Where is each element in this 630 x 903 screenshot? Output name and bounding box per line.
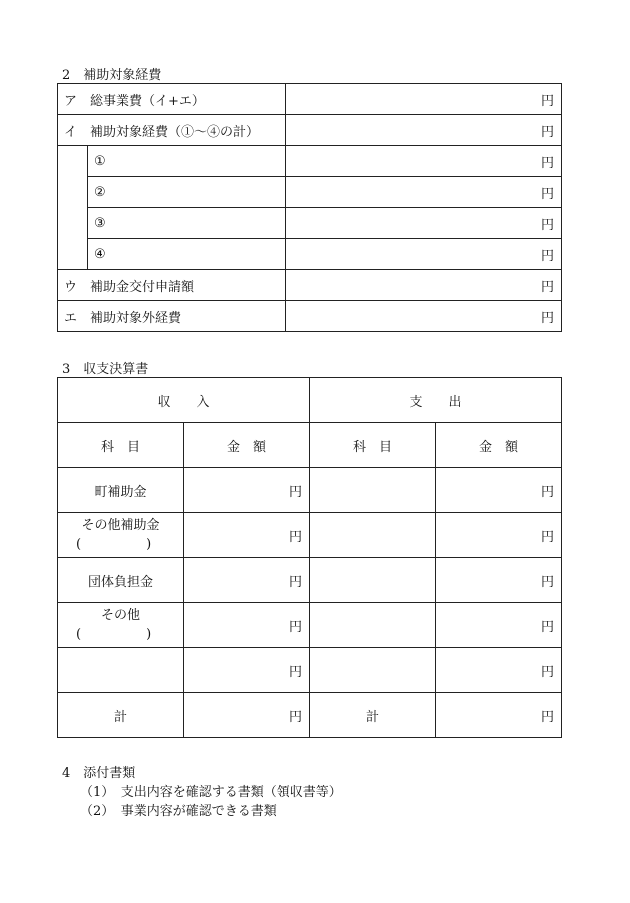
row-label-ineligible-cost: エ 補助対象外経費 — [58, 301, 286, 332]
amount-cell: 円 — [184, 468, 310, 513]
amount-cell: 円 — [286, 115, 562, 146]
expense-item-cell — [310, 603, 436, 648]
amount-cell: 円 — [436, 513, 562, 558]
income-item-cell — [58, 513, 184, 558]
table-row — [58, 423, 562, 468]
income-item-note: ( ) — [76, 627, 152, 642]
attachment-item: （1） 支出内容を確認する書類（領収書等） — [80, 785, 342, 800]
amount-cell: 円 — [184, 603, 310, 648]
row-label-total-cost: ア 総事業費（イ+エ） — [58, 84, 286, 115]
income-item-label — [58, 648, 184, 693]
table-row — [58, 115, 562, 146]
expense-item-cell — [310, 648, 436, 693]
amount-cell: 円 — [436, 693, 562, 738]
amount-cell: 円 — [436, 558, 562, 603]
table-row — [58, 84, 562, 115]
column-header-amount: 金 額 — [184, 423, 310, 468]
amount-cell: 円 — [286, 84, 562, 115]
table-row — [58, 177, 562, 208]
income-total-label: 計 — [58, 693, 184, 738]
expense-item-cell — [310, 558, 436, 603]
amount-cell: 円 — [436, 603, 562, 648]
column-header-item: 科 目 — [58, 423, 184, 468]
indent-cell — [58, 146, 88, 270]
table-row — [58, 648, 562, 693]
income-item-label: 団体負担金 — [58, 558, 184, 603]
table-row — [58, 468, 562, 513]
income-item-label: 町補助金 — [58, 468, 184, 513]
table-row — [58, 239, 562, 270]
expense-total-label: 計 — [310, 693, 436, 738]
column-header-amount: 金 額 — [436, 423, 562, 468]
expense-table — [57, 83, 562, 332]
column-header-item: 科 目 — [310, 423, 436, 468]
amount-cell: 円 — [184, 648, 310, 693]
section3-heading: 3 収支決算書 — [62, 362, 149, 377]
row-label-eligible-cost: イ 補助対象経費（①～④の計） — [58, 115, 286, 146]
amount-cell: 円 — [286, 208, 562, 239]
income-item-cell — [58, 603, 184, 648]
income-item-note: ( ) — [76, 537, 152, 552]
amount-cell: 円 — [436, 648, 562, 693]
subrow-label: ② — [88, 177, 286, 208]
subrow-label: ③ — [88, 208, 286, 239]
amount-cell: 円 — [286, 177, 562, 208]
amount-cell: 円 — [184, 513, 310, 558]
expense-header: 支 出 — [310, 378, 562, 423]
expense-item-cell — [310, 513, 436, 558]
table-row — [58, 378, 562, 423]
amount-cell: 円 — [436, 468, 562, 513]
section4-heading: 4 添付書類 — [62, 766, 136, 781]
table-row — [58, 693, 562, 738]
subrow-label: ① — [88, 146, 286, 177]
amount-cell: 円 — [286, 301, 562, 332]
table-row — [58, 558, 562, 603]
amount-cell: 円 — [286, 239, 562, 270]
amount-cell: 円 — [286, 270, 562, 301]
table-row — [58, 146, 562, 177]
amount-cell: 円 — [184, 558, 310, 603]
amount-cell: 円 — [286, 146, 562, 177]
income-item-label: その他 — [100, 608, 140, 623]
income-item-label: その他補助金 — [81, 518, 160, 533]
expense-item-cell — [310, 468, 436, 513]
section2-heading: 2 補助対象経費 — [62, 68, 162, 83]
table-row — [58, 270, 562, 301]
table-row — [58, 603, 562, 648]
table-row — [58, 513, 562, 558]
table-row — [58, 208, 562, 239]
row-label-grant-request: ウ 補助金交付申請額 — [58, 270, 286, 301]
amount-cell: 円 — [184, 693, 310, 738]
income-header: 収 入 — [58, 378, 310, 423]
balance-table — [57, 377, 562, 738]
table-row — [58, 301, 562, 332]
subrow-label: ④ — [88, 239, 286, 270]
attachment-item: （2） 事業内容が確認できる書類 — [80, 804, 277, 819]
